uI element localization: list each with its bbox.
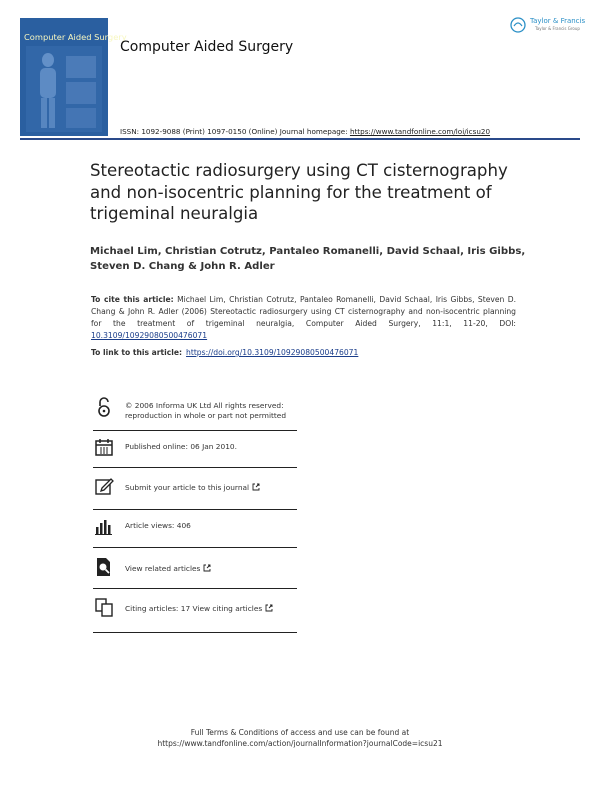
- terms-footer: [100, 727, 500, 749]
- article-authors: [90, 244, 530, 274]
- document-search-icon: [93, 556, 115, 578]
- divider: [93, 547, 297, 548]
- cover-anatomy-illustration: [26, 46, 102, 132]
- publisher-name: Taylor & Francis: [530, 17, 586, 25]
- copyright-line-1: © 2006 Informa UK Ltd All rights reserved:: [125, 401, 284, 410]
- footer-line-1: Full Terms & Conditions of access and use can be found at: [190, 728, 410, 737]
- header-divider: [20, 138, 580, 140]
- related-articles-label: View related articles: [125, 564, 201, 573]
- citing-articles-link[interactable]: [125, 603, 273, 614]
- divider: [93, 430, 297, 431]
- cite-doi-link[interactable]: 10.3109/10929080500476071: [91, 331, 208, 340]
- issn-line: [120, 127, 490, 136]
- divider: [93, 509, 297, 510]
- journal-cover-image: [20, 18, 127, 136]
- submit-article-label: Submit your article to this journal: [125, 483, 250, 492]
- submit-article-row[interactable]: [93, 475, 297, 497]
- divider: [93, 588, 297, 589]
- external-link-icon: [203, 564, 211, 572]
- journal-title: Computer Aided Surgery: [120, 39, 294, 55]
- citing-documents-icon: [93, 596, 115, 618]
- lock-icon: [93, 396, 115, 418]
- external-link-icon: [252, 483, 260, 491]
- edit-icon: [93, 475, 115, 497]
- citation-block: [91, 294, 516, 342]
- publisher-logo[interactable]: [510, 17, 586, 39]
- article-title: Stereotactic radiosurgery using CT cisternography and non-isocentric planning for the treatment of trigeminal neuralgia: [90, 161, 508, 223]
- article-doi-link[interactable]: https://doi.org/10.3109/10929080500476071: [186, 348, 359, 357]
- citing-articles-label: Citing articles: 17 View citing articles: [125, 604, 263, 613]
- authors-line-1: Michael Lim, Christian Cotrutz, Pantaleo Romanelli, David Schaal, Iris Gibbs,: [90, 246, 526, 257]
- authors-line-2: Steven D. Chang & John R. Adler: [90, 261, 275, 272]
- article-views-row: [93, 515, 297, 537]
- cite-label: To cite this article:: [91, 295, 174, 304]
- journal-information-link[interactable]: https://www.tandfonline.com/action/journalInformation?journalCode=icsu21: [157, 739, 443, 748]
- cover-title: Computer Aided Surgery: [24, 32, 127, 42]
- calendar-icon: [93, 436, 115, 458]
- submit-article-link[interactable]: [125, 482, 260, 493]
- published-date-text: Published online: 06 Jan 2010.: [125, 442, 237, 451]
- article-views-text: Article views: 406: [125, 521, 191, 530]
- citing-articles-row[interactable]: [93, 596, 297, 618]
- copyright-line-2: reproduction in whole or part not permitted: [125, 411, 287, 420]
- cite-text: Michael Lim, Christian Cotrutz, Pantaleo Romanelli, David Schaal, Iris Gibbs, Steven D. Chang & John R. Adler (2006) Stereotactic radiosurgery using CT cisternography and non-isocentric planning for the treatment of trigeminal neuralgia, Computer Aided Surgery, 11:1, 11-20, DOI:: [91, 295, 516, 328]
- article-link-line: [91, 348, 358, 357]
- related-articles-row[interactable]: [93, 556, 297, 578]
- published-online: [93, 436, 297, 458]
- copyright-notice: [93, 396, 297, 422]
- issn-text: ISSN: 1092-9088 (Print) 1097-0150 (Online) Journal homepage:: [120, 127, 350, 136]
- bar-chart-icon: [93, 515, 115, 537]
- related-articles-link[interactable]: [125, 563, 211, 574]
- divider: [93, 632, 297, 633]
- link-label: To link to this article:: [91, 348, 183, 357]
- external-link-icon: [265, 604, 273, 612]
- divider: [93, 467, 297, 468]
- publisher-group: Taylor & Francis Group: [535, 26, 580, 31]
- taylor-francis-logo-icon: [510, 17, 526, 33]
- journal-homepage-link[interactable]: https://www.tandfonline.com/loi/icsu20: [349, 127, 491, 136]
